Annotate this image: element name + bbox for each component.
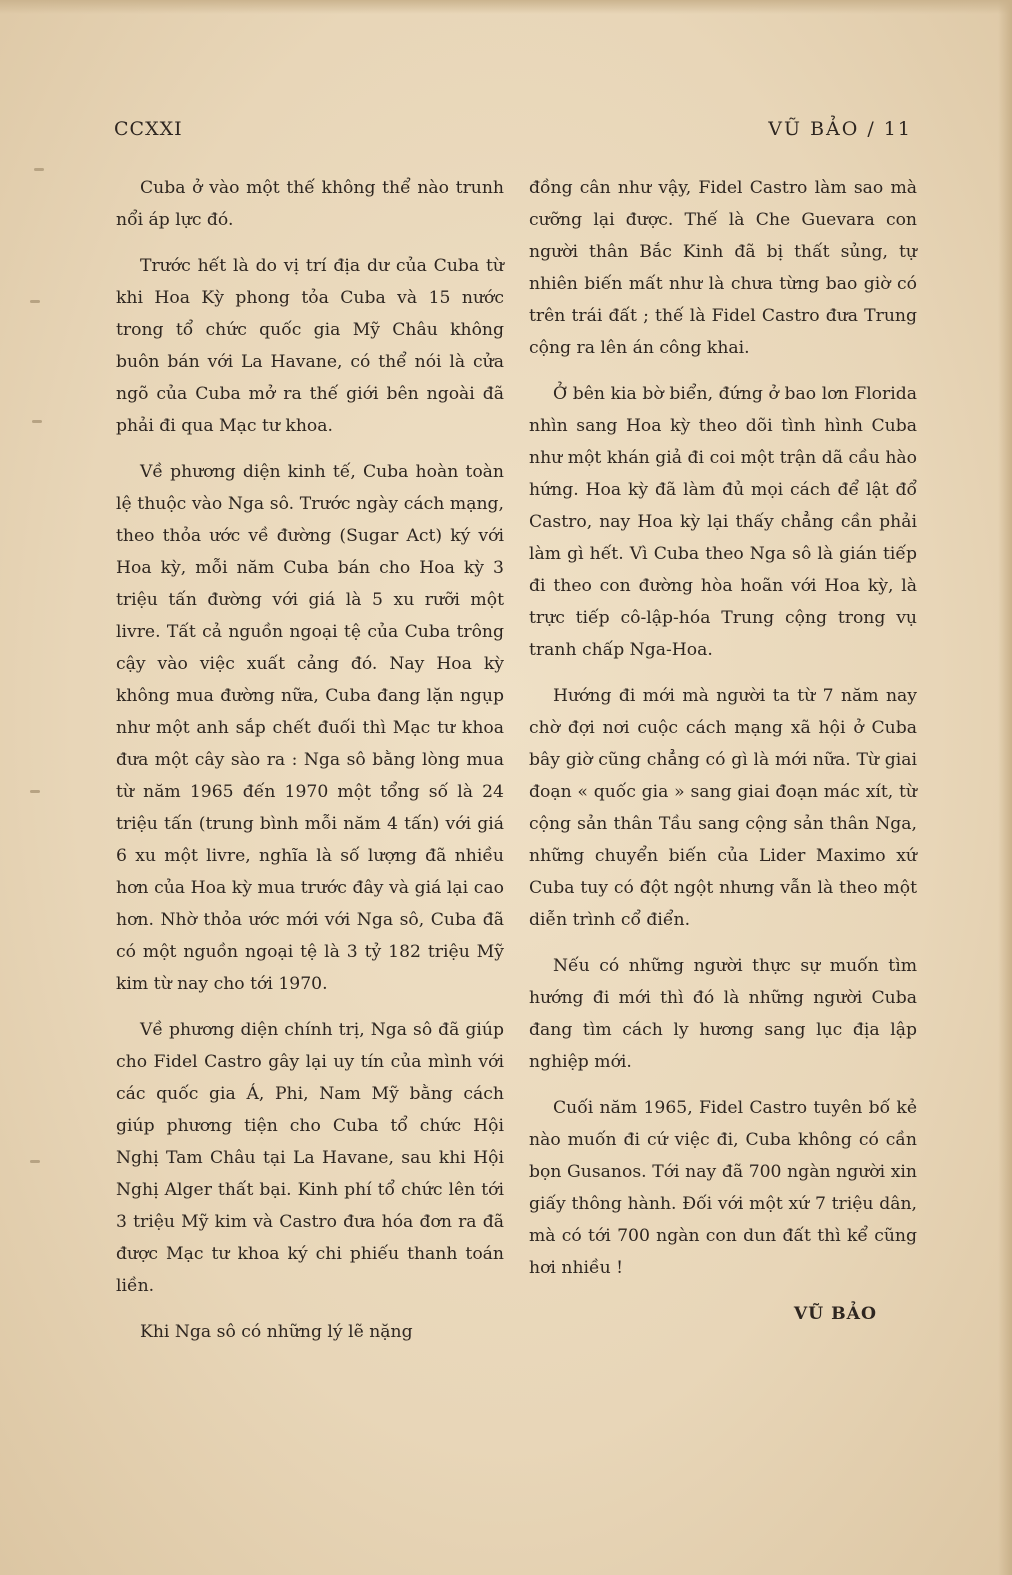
paragraph: Khi Nga sô có những lý lẽ nặng [140,1322,413,1342]
paragraph: Trước hết là do vị trí địa dư của Cuba từ khi Hoa Kỳ phong tỏa Cuba và 15 nước trong tổ chức quốc gia Mỹ Châu không buôn bán với La Havane, có thể nói là cửa ngõ của Cuba mở ra thế giới bên ngoài đã phải đi qua Mạc tư khoa. [116,256,504,436]
paragraph: Về phương diện kinh tế, Cuba hoàn toàn lệ thuộc vào Nga sô. Trước ngày cách mạng, theo thỏa ước về đường (Sugar Act) ký với Hoa kỳ, mỗi năm Cuba bán cho Hoa kỳ 3 triệu tấn đường với giá là 5 xu rưỡi một livre. Tất cả nguồn ngoại tệ của Cuba trông cậy vào việc xuất cảng đó. Nay Hoa kỳ không mua đường nữa, Cuba đang lặn ngụp như một anh sắp chết đuối thì Mạc tư khoa đưa một cây sào ra : Nga sô bằng lòng mua từ năm 1965 đến 1970 một tổng số là 24 triệu tấn (trung bình mỗi năm 4 tấn) với giá 6 xu một livre, nghĩa là số lượng đã nhiều hơn của Hoa kỳ mua trước đây và giá lại cao hơn. Nhờ thỏa ước mới với Nga sô, Cuba đã có một nguồn ngoại tệ là 3 tỷ 182 triệu Mỹ kim từ nay cho tới 1970. [116,462,504,994]
binding-mark [30,1160,40,1163]
article-column-left [116,172,504,1362]
page-edge-shadow-right [998,0,1012,1575]
issue-number: CCXXI [114,118,183,140]
paragraph: Hướng đi mới mà người ta từ 7 năm nay chờ đợi nơi cuộc cách mạng xã hội ở Cuba bây giờ cũng chẳng có gì là mới nữa. Từ giai đoạn « quốc gia » sang giai đoạn mác xít, từ cộng sản thân Tầu sang cộng sản thân Nga, những chuyển biến của Lider Maximo xứ Cuba tuy có đột ngột nhưng vẫn là theo một diễn trình cổ điển. [529,686,917,930]
paragraph: Cuối năm 1965, Fidel Castro tuyên bố kẻ nào muốn đi cứ việc đi, Cuba không có cần bọn Gusanos. Tới nay đã 700 ngàn người xin giấy thông hành. Đối với một xứ 7 triệu dân, mà có tới 700 ngàn con dun đất thì kể cũng hơi nhiều ! [529,1098,917,1278]
page-edge-shadow-top [0,0,1012,14]
paragraph: Ở bên kia bờ biển, đứng ở bao lơn Florida nhìn sang Hoa kỳ theo dõi tình hình Cuba như một khán giả đi coi một trận dã cầu hào hứng. Hoa kỳ đã làm đủ mọi cách để lật đổ Castro, nay Hoa kỳ lại thấy chẳng cần phải làm gì hết. Vì Cuba theo Nga sô là gián tiếp đi theo con đường hòa hoãn với Hoa kỳ, là trực tiếp cô-lập-hóa Trung cộng trong vụ tranh chấp Nga-Hoa. [529,384,917,660]
running-header-author-page: VŨ BẢO / 11 [768,118,912,140]
binding-mark [34,168,44,171]
paragraph: đồng cân như vậy, Fidel Castro làm sao mà cưỡng lại được. Thế là Che Guevara con người thân Bắc Kinh đã bị thất sủng, tự nhiên biến mất như là chưa từng bao giờ có trên trái đất ; thế là Fidel Castro đưa Trung cộng ra lên án công khai. [529,178,917,358]
paragraph: Cuba ở vào một thế không thể nào trunh nổi áp lực đó. [116,178,504,230]
paragraph: Nếu có những người thực sự muốn tìm hướng đi mới thì đó là những người Cuba đang tìm cách ly hương sang lục địa lập nghiệp mới. [529,956,917,1072]
binding-mark [30,790,40,793]
binding-mark [32,420,42,423]
author-signature: VŨ BẢO [793,1304,877,1324]
article-column-right [529,172,917,1344]
paragraph: Về phương diện chính trị, Nga sô đã giúp cho Fidel Castro gây lại uy tín của mình với các quốc gia Á, Phi, Nam Mỹ bằng cách giúp phương tiện cho Cuba tổ chức Hội Nghị Tam Châu tại La Havane, sau khi Hội Nghị Alger thất bại. Kinh phí tổ chức lên tới 3 triệu Mỹ kim và Castro đưa hóa đơn ra đã được Mạc tư khoa ký chi phiếu thanh toán liền. [116,1020,504,1296]
binding-mark [30,300,40,303]
